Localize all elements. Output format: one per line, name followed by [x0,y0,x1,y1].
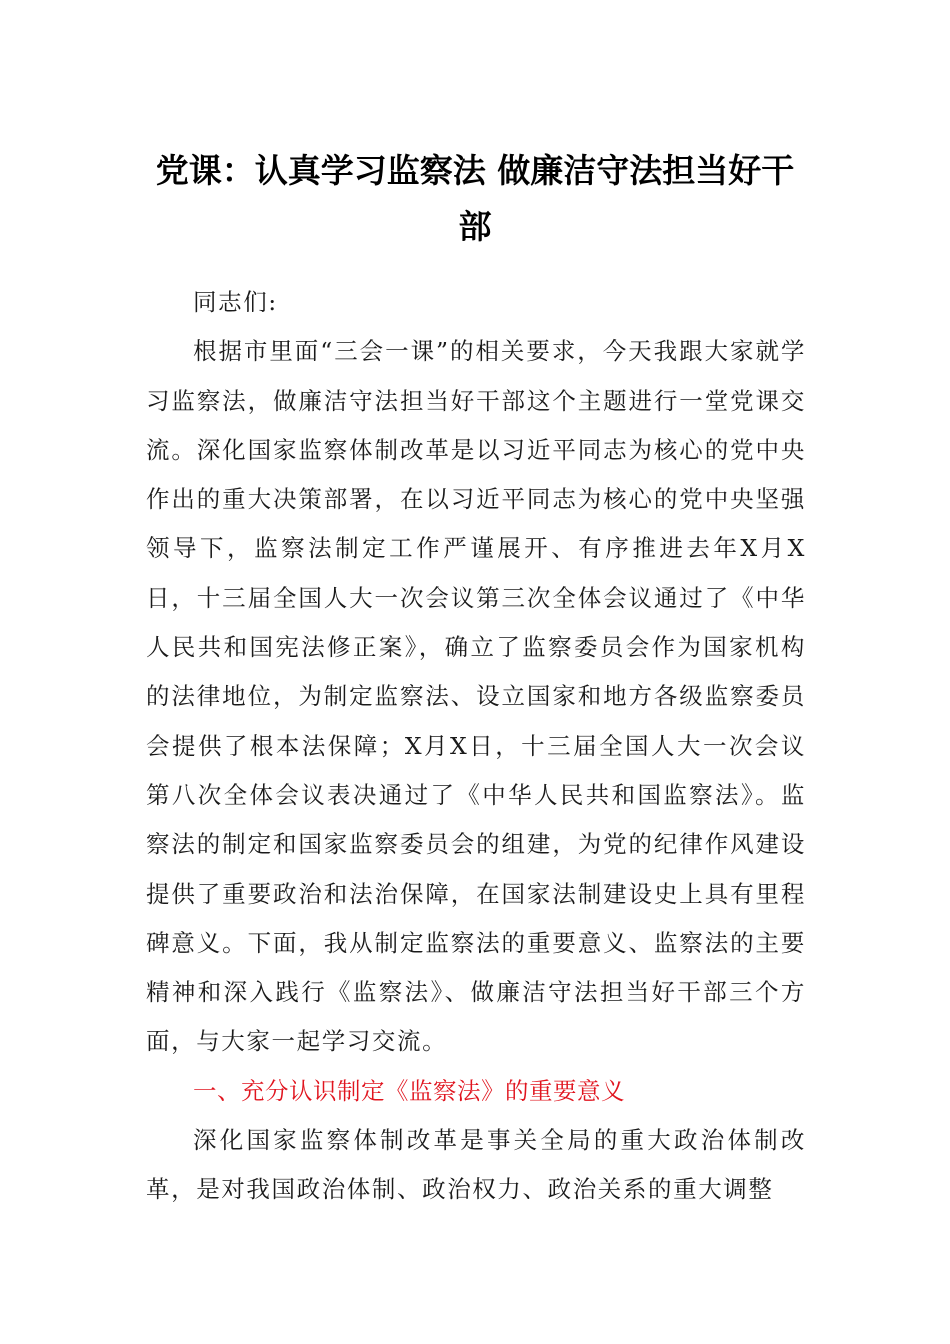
body-paragraph: 根据市里面“三会一课”的相关要求，今天我跟大家就学习监察法，做廉洁守法担当好干部这个主题进行一堂党课交流。深化国家监察体制改革是以习近平同志为核心的党中央作出的重大决策部署，在以习近平同志为核心的党中央坚强领导下，监察法制定工作严谨展开、有序推进去年X月X日，十三届全国人大一次会议第三次全体会议通过了《中华人民共和国宪法修正案》，确立了监察委员会作为国家机构的法律地位，为制定监察法、设立国家和地方各级监察委员会提供了根本法保障；X月X日，十三届全国人大一次会议第八次全体会议表决通过了《中华人民共和国监察法》。监察法的制定和国家监察委员会的组建，为党的纪律作风建设提供了重要政治和法治保障，在国家法制建设史上具有里程碑意义。下面，我从制定监察法的重要意义、监察法的主要精神和深入践行《监察法》、做廉洁守法担当好干部三个方面，与大家一起学习交流。 [146,337,806,1056]
section-heading: 一、充分认识制定《监察法》的重要意义 [193,1076,625,1105]
document-title: 党课：认真学习监察法 做廉洁守法担当好干部 [155,151,795,246]
body-paragraph: 深化国家监察体制改革是事关全局的重大政治体制改革，是对我国政治体制、政治权力、政治关系的重大调整 [146,1126,806,1204]
document-body [146,278,806,1215]
salutation: 同志们: [193,288,278,316]
